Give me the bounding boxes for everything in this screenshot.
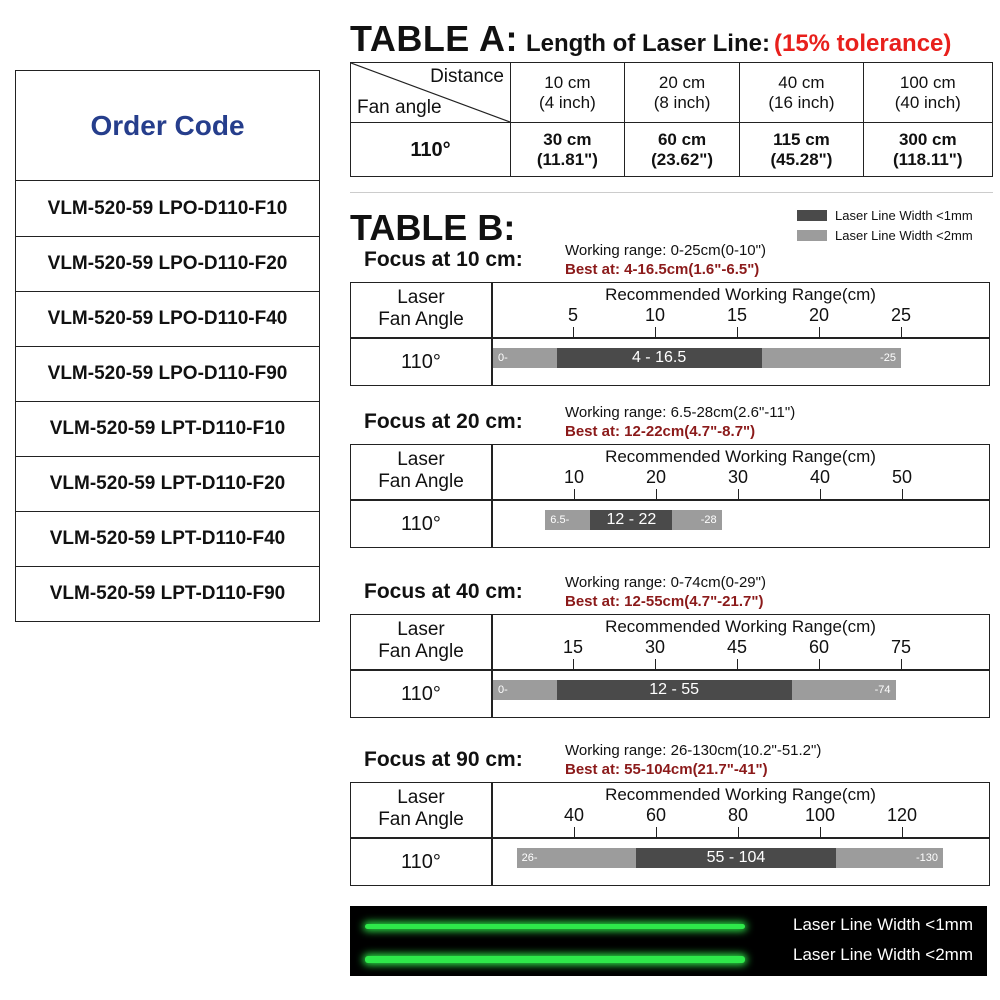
axis-tick-label: 100 bbox=[804, 805, 836, 825]
axis-tick-label: 60 bbox=[808, 637, 830, 657]
focus-title: Focus at 90 cm: bbox=[364, 748, 523, 771]
working-range: Working range: 0-25cm(0-10") bbox=[565, 242, 766, 259]
length-cm: 115 cm bbox=[773, 129, 830, 149]
axis-tick-mark bbox=[655, 659, 656, 669]
fan-angle-value: 110° bbox=[401, 513, 441, 535]
axis-tick-label: 25 bbox=[890, 305, 912, 325]
focus-title: Focus at 20 cm: bbox=[364, 410, 523, 433]
focus-section-10cm bbox=[350, 244, 990, 386]
working-range: Working range: 0-74cm(0-29") bbox=[565, 574, 766, 591]
axis-tick-label: 50 bbox=[891, 467, 913, 487]
axis-tick-label: 5 bbox=[567, 305, 578, 325]
axis-tick-label: 75 bbox=[890, 637, 912, 657]
focus-section-header bbox=[350, 244, 990, 282]
laser-fan-angle-label bbox=[351, 619, 491, 663]
range-min-label: 0- bbox=[498, 352, 508, 364]
laser-line-length-table bbox=[350, 62, 993, 177]
table-a-data-row bbox=[351, 123, 993, 177]
distance-cell bbox=[863, 63, 992, 123]
range-min-label: 6.5- bbox=[550, 514, 570, 526]
order-code-row: VLM-520-59 LPO-D110-F10 bbox=[47, 197, 288, 219]
axis-tick-label: 80 bbox=[727, 805, 749, 825]
legend-swatch-light bbox=[797, 230, 827, 241]
range-table bbox=[350, 614, 990, 718]
axis-tick-mark bbox=[656, 827, 657, 837]
focus-title: Focus at 40 cm: bbox=[364, 580, 523, 603]
order-code-row: VLM-520-59 LPT-D110-F10 bbox=[16, 401, 319, 456]
distance-cm: 40 cm bbox=[778, 72, 825, 92]
section-divider bbox=[350, 192, 993, 193]
focus-section-90cm bbox=[350, 744, 990, 886]
row-divider bbox=[351, 669, 989, 671]
axis-tick-label: 30 bbox=[727, 467, 749, 487]
range-max-label: -28 bbox=[700, 514, 717, 526]
best-range: Best at: 12-55cm(4.7"-21.7") bbox=[565, 593, 764, 610]
order-code-row: VLM-520-59 LPT-D110-F20 bbox=[16, 456, 319, 511]
range-bar-best: 4 - 16.5 bbox=[557, 348, 762, 368]
recommended-range-label: Recommended Working Range(cm) bbox=[605, 447, 876, 466]
legend-label: Laser Line Width <2mm bbox=[835, 227, 973, 243]
distance-label: Distance bbox=[430, 66, 504, 87]
order-code-title: Order Code bbox=[90, 109, 245, 141]
distance-cell bbox=[624, 63, 740, 123]
order-code-list bbox=[16, 181, 319, 621]
diagonal-header-cell bbox=[351, 63, 511, 123]
distance-cell bbox=[511, 63, 625, 123]
fan-angle-label: Fan angle bbox=[357, 97, 442, 118]
axis-tick-mark bbox=[655, 327, 656, 337]
range-max-label: -74 bbox=[874, 684, 891, 696]
distance-cell bbox=[740, 63, 863, 123]
range-table bbox=[350, 444, 990, 548]
legend-item-wide bbox=[797, 225, 973, 245]
length-inch: (45.28") bbox=[770, 149, 833, 169]
distance-inch: (4 inch) bbox=[539, 92, 596, 112]
label-line: Fan Angle bbox=[378, 641, 464, 662]
range-table bbox=[350, 282, 990, 386]
focus-section-header bbox=[350, 576, 990, 614]
recommended-range-label: Recommended Working Range(cm) bbox=[605, 785, 876, 804]
order-code-row: VLM-520-59 LPO-D110-F40 bbox=[16, 291, 319, 346]
axis-tick-mark bbox=[819, 659, 820, 669]
fan-angle-value: 110° bbox=[401, 683, 441, 705]
label-line: Laser bbox=[397, 287, 445, 308]
axis-tick-mark bbox=[737, 327, 738, 337]
focus-title: Focus at 10 cm: bbox=[364, 248, 523, 271]
range-min-label: 26- bbox=[521, 852, 538, 864]
working-range: Working range: 6.5-28cm(2.6"-11") bbox=[565, 404, 796, 421]
fan-angle-value: 110° bbox=[351, 123, 511, 177]
fan-angle-value: 110° bbox=[401, 351, 441, 373]
label-line: Fan Angle bbox=[378, 809, 464, 830]
label-line: Laser bbox=[397, 787, 445, 808]
axis-tick-mark bbox=[820, 489, 821, 499]
table-b-title: TABLE B: bbox=[350, 207, 516, 248]
photo-label-wide: Laser Line Width <2mm bbox=[793, 945, 973, 964]
fan-angle-value: 110° bbox=[401, 851, 441, 873]
recommended-range-label: Recommended Working Range(cm) bbox=[605, 617, 876, 636]
axis-tick-label: 15 bbox=[562, 637, 584, 657]
axis-tick-label: 30 bbox=[644, 637, 666, 657]
axis-tick-label: 20 bbox=[808, 305, 830, 325]
order-code-panel bbox=[15, 70, 320, 622]
label-line: Fan Angle bbox=[378, 309, 464, 330]
table-a-subtitle: Length of Laser Line: bbox=[525, 30, 770, 57]
axis-tick-label: 40 bbox=[563, 805, 585, 825]
laser-line-photo bbox=[350, 906, 987, 976]
laser-fan-angle-label bbox=[351, 787, 491, 831]
order-code-row: VLM-520-59 LPO-D110-F20 bbox=[16, 236, 319, 291]
axis-tick-mark bbox=[901, 327, 902, 337]
legend-label: Laser Line Width <1mm bbox=[835, 207, 973, 223]
order-code-row: VLM-520-59 LPT-D110-F90 bbox=[16, 566, 319, 621]
focus-section-40cm bbox=[350, 576, 990, 718]
legend bbox=[797, 205, 973, 245]
axis-tick-mark bbox=[819, 327, 820, 337]
focus-section-20cm bbox=[350, 406, 990, 548]
recommended-range-label: Recommended Working Range(cm) bbox=[605, 285, 876, 304]
axis-tick-label: 120 bbox=[886, 805, 918, 825]
length-cell bbox=[624, 123, 740, 177]
length-cell bbox=[511, 123, 625, 177]
distance-inch: (40 inch) bbox=[894, 92, 961, 112]
axis-tick-label: 10 bbox=[644, 305, 666, 325]
label-line: Laser bbox=[397, 619, 445, 640]
length-cell bbox=[863, 123, 992, 177]
distance-cm: 100 cm bbox=[899, 72, 956, 92]
photo-label-narrow: Laser Line Width <1mm bbox=[793, 915, 973, 934]
axis-tick-mark bbox=[738, 489, 739, 499]
axis-tick-mark bbox=[737, 659, 738, 669]
tolerance-note: (15% tolerance) bbox=[773, 30, 952, 57]
focus-section-header bbox=[350, 406, 990, 444]
axis-tick-label: 20 bbox=[645, 467, 667, 487]
axis-tick-label: 15 bbox=[726, 305, 748, 325]
axis-tick-mark bbox=[573, 327, 574, 337]
best-range: Best at: 4-16.5cm(1.6"-6.5") bbox=[565, 261, 760, 278]
best-range: Best at: 12-22cm(4.7"-8.7") bbox=[565, 423, 756, 440]
range-max-label: -130 bbox=[915, 852, 938, 864]
wide-beam bbox=[365, 956, 745, 963]
axis-tick-mark bbox=[738, 827, 739, 837]
axis-tick-label: 60 bbox=[645, 805, 667, 825]
row-divider bbox=[351, 337, 989, 339]
best-range: Best at: 55-104cm(21.7"-41") bbox=[565, 761, 768, 778]
row-divider bbox=[351, 837, 989, 839]
legend-swatch-dark bbox=[797, 210, 827, 221]
length-cm: 30 cm bbox=[543, 129, 592, 149]
row-divider bbox=[351, 499, 989, 501]
order-code-row: VLM-520-59 LPT-D110-F40 bbox=[16, 511, 319, 566]
axis-tick-mark bbox=[820, 827, 821, 837]
length-cell bbox=[740, 123, 863, 177]
laser-fan-angle-label bbox=[351, 449, 491, 493]
table-a-heading bbox=[350, 18, 951, 60]
focus-section-header bbox=[350, 744, 990, 782]
working-range: Working range: 26-130cm(10.2"-51.2") bbox=[565, 742, 822, 759]
laser-fan-angle-label bbox=[351, 287, 491, 331]
distance-cm: 20 cm bbox=[658, 72, 706, 92]
range-max-label: -25 bbox=[880, 352, 896, 364]
table-a-title: TABLE A: bbox=[350, 18, 518, 59]
axis-tick-mark bbox=[656, 489, 657, 499]
length-inch: (118.11") bbox=[893, 149, 963, 169]
axis-tick-mark bbox=[574, 827, 575, 837]
range-min-label: 0- bbox=[498, 684, 508, 696]
range-bar-best: 55 - 104 bbox=[636, 848, 837, 868]
axis-tick-mark bbox=[901, 659, 902, 669]
length-cm: 60 cm bbox=[657, 129, 707, 149]
length-inch: (11.81") bbox=[536, 149, 598, 169]
narrow-beam bbox=[365, 924, 745, 929]
length-inch: (23.62") bbox=[651, 149, 714, 169]
distance-cm: 10 cm bbox=[544, 72, 591, 92]
distance-inch: (16 inch) bbox=[768, 92, 835, 112]
label-line: Laser bbox=[397, 449, 445, 470]
axis-tick-mark bbox=[902, 827, 903, 837]
range-table bbox=[350, 782, 990, 886]
axis-tick-mark bbox=[902, 489, 903, 499]
distance-inch: (8 inch) bbox=[653, 92, 711, 112]
axis-tick-mark bbox=[573, 659, 574, 669]
table-a-header-row bbox=[351, 63, 993, 123]
range-bar-best: 12 - 22 bbox=[590, 510, 672, 530]
order-code-header bbox=[16, 71, 319, 181]
order-code-row: VLM-520-59 LPO-D110-F90 bbox=[16, 346, 319, 401]
range-bar-best: 12 - 55 bbox=[557, 680, 792, 700]
axis-tick-label: 10 bbox=[563, 467, 585, 487]
legend-item-narrow bbox=[797, 205, 973, 225]
axis-tick-label: 40 bbox=[809, 467, 831, 487]
axis-tick-mark bbox=[574, 489, 575, 499]
axis-tick-label: 45 bbox=[726, 637, 748, 657]
label-line: Fan Angle bbox=[378, 471, 464, 492]
length-cm: 300 cm bbox=[898, 129, 957, 149]
